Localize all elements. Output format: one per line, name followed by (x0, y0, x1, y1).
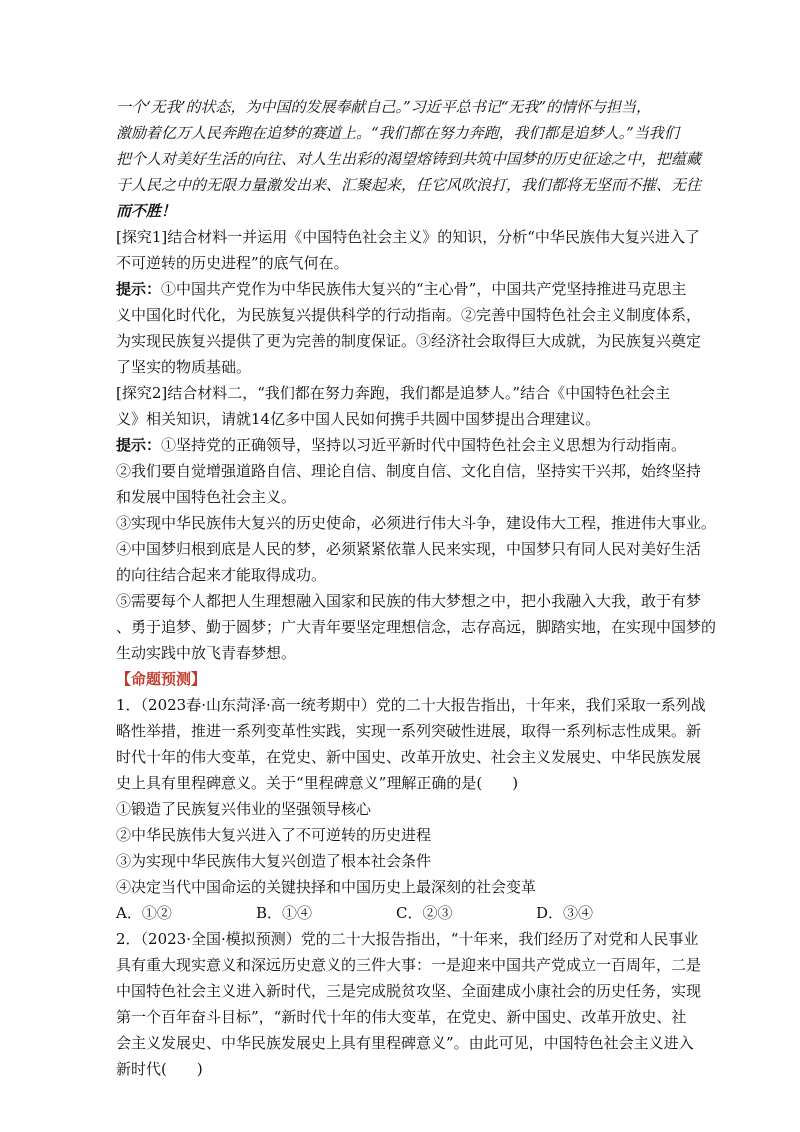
explore2-question-line: 义》相关知识，请就14亿多中国人民如何携手共圆中国梦提出合理建议。 (116, 410, 601, 428)
explore2-hint-line: 、勇于追梦、勤于圆梦；广大青年要坚定理想信念，志存高远，脚踏实地，在实现中国梦的 (116, 618, 717, 636)
q2-stem-line: 中国特色社会主义进入新时代，三是完成脱贫攻坚、全面建成小康社会的历史任务，实现 (116, 982, 702, 1000)
explore2-hint-line: ⑤需要每个人都把人生理想融入国家和民族的伟大梦想之中，把小我融入大我，敢于有梦 (116, 592, 702, 610)
material-line: 于人民之中的无限力量激发出来、汇聚起来，任它风吹浪打，我们都将无坚而不摧、无往 (116, 176, 702, 194)
material-line: 一个‘无我’的状态，为中国的发展奉献自己。”习近平总书记“无我”的情怀与担当， (116, 98, 652, 116)
q2-stem-line: 新时代( ) (116, 1060, 203, 1078)
q1-item: ④决定当代中国命运的关键抉择和中国历史上最深刻的社会变革 (116, 878, 537, 896)
q1-stem-line: 史上具有里程碑意义。关于“里程碑意义”理解正确的是( ) (116, 774, 519, 792)
q2-stem-line: 2．（2023·全国·模拟预测）党的二十大报告指出，“十年来，我们经历了对党和人民事业 (116, 930, 699, 948)
q1-item: ②中华民族伟大复兴进入了不可逆转的历史进程 (116, 826, 432, 844)
hint-text: ①中国共产党作为中华民族伟大复兴的“主心骨”，中国共产党坚持推进马克思主 (161, 280, 687, 298)
explore1-question-line: 不可逆转的历史进程”的底气何在。 (116, 254, 349, 272)
explore1-hint-line: 为实现民族复兴提供了更为完善的制度保证。③经济社会取得巨大成就，为民族复兴奠定 (116, 332, 702, 350)
explore2-hint-line (116, 434, 686, 456)
q1-option-b: B．①④ (256, 904, 313, 922)
q2-stem-line: 具有重大现实意义和深远历史意义的三件大事：一是迎来中国共产党成立一百周年，二是 (116, 956, 702, 974)
q1-option-c: C．②③ (396, 904, 453, 922)
explore2-hint-line: 生动实践中放飞青春梦想。 (116, 644, 297, 662)
q1-stem-line: 1．（2023春·山东菏泽·高一统考期中）党的二十大报告指出，十年来，我们采取一系列战 (116, 696, 706, 714)
explore2-hint-line: ④中国梦归根到底是人民的梦，必须紧紧依靠人民来实现，中国梦只有同人民对美好生活 (116, 540, 702, 558)
q1-stem-line: 时代十年的伟大变革，在党史、新中国史、改革开放史、社会主义发展史、中华民族发展 (116, 748, 702, 766)
explore1-hint-line: 了坚实的物质基础。 (116, 358, 252, 376)
section-title: 【命题预测】 (116, 670, 207, 688)
hint-label: 提示： (116, 280, 162, 298)
material-line: 激励着亿万人民奔跑在追梦的赛道上。“我们都在努力奔跑，我们都是追梦人。”当我们 (116, 124, 679, 142)
q1-item: ③为实现中华民族伟大复兴创造了根本社会条件 (116, 852, 432, 870)
explore1-question-line: [探究1]结合材料一并运用《中国特色社会主义》的知识，分析“中华民族伟大复兴进入了 (116, 228, 700, 246)
q1-stem-line: 略性举措，推进一系列变革性实践，实现一系列突破性进展，取得一系列标志性成果。新 (116, 722, 702, 740)
material-line: 而不胜！ (116, 202, 177, 220)
explore2-hint-line: 的向往结合起来才能取得成功。 (116, 566, 327, 584)
explore1-hint-line: 义中国化时代化，为民族复兴提供科学的行动指南。②完善中国特色社会主义制度体系， (116, 306, 702, 324)
explore1-hint-line (116, 278, 686, 300)
q2-stem-line: 会主义发展史、中华民族发展史上具有里程碑意义”。由此可见，中国特色社会主义进入 (116, 1034, 694, 1052)
q1-option-d: D．③④ (536, 904, 594, 922)
q2-stem-line: 第一个百年奋斗目标”，“新时代十年的伟大变革，在党史、新中国史、改革开放史、社 (116, 1008, 687, 1026)
hint-label: 提示： (116, 436, 162, 454)
explore2-hint-line: 和发展中国特色社会主义。 (116, 488, 297, 506)
explore2-hint-line: ②我们要自觉增强道路自信、理论自信、制度自信、文化自信，坚持实干兴邦，始终坚持 (116, 462, 702, 480)
explore2-question-line: [探究2]结合材料二，“我们都在努力奔跑，我们都是追梦人。”结合《中国特色社会主 (116, 384, 671, 402)
q1-item: ①锻造了民族复兴伟业的坚强领导核心 (116, 800, 372, 818)
hint-text: ①坚持党的正确领导，坚持以习近平新时代中国特色社会主义思想为行动指南。 (161, 436, 687, 454)
explore2-hint-line: ③实现中华民族伟大复兴的历史使命，必须进行伟大斗争，建设伟大工程，推进伟大事业。 (116, 514, 717, 532)
material-line: 把个人对美好生活的向往、对人生出彩的渴望熔铸到共筑中国梦的历史征途之中，把蕴藏 (116, 150, 702, 168)
q1-option-a: A．①② (116, 904, 172, 922)
